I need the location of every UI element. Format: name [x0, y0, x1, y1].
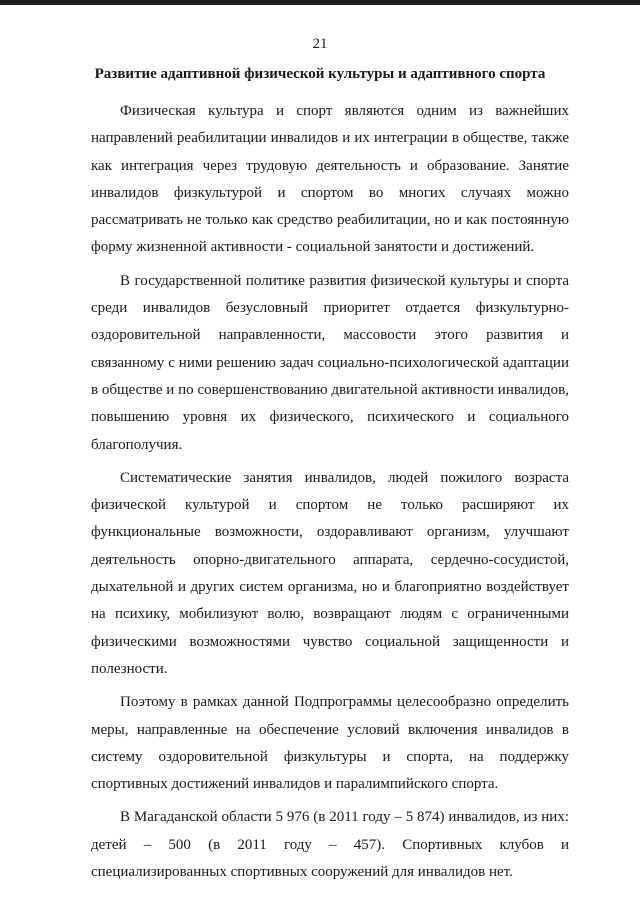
paragraph: В Магаданской области 5 976 (в 2011 году – 5 874) инвалидов, из них: детей – 500 (в 2011 году – 457). Спортивных клубов и специализированных спортивных сооружений для инвалидов нет.: [91, 809, 569, 881]
paragraph: Физическая культура и спорт являются одним из важнейших направлений реабилитации инвалидов и их интеграции в обществе, также как интеграция через трудовую деятельность и образование. Занятие инвалидов физкультурой и спортом во многих случаях можно рассматривать не только как средство реабилитации, но и как постоянную форму жизненной активности - социальной занятости и достижений.: [91, 103, 569, 256]
scan-top-edge: [0, 0, 640, 5]
page-number: 21: [312, 36, 328, 52]
document-body: [91, 98, 569, 892]
paragraph: Систематические занятия инвалидов, людей пожилого возраста физической культурой и спортом не только расширяют их функциональные возможности, оздоравливают организм, улучшают деятельность опорно-двигательного аппарата, сердечно-сосудистой, дыхательной и других систем организма, но и благоприятно воздействует на психику, мобилизуют волю, возвращают людям с ограниченными физическими возможностями чувство социальной защищенности и полезности.: [91, 469, 569, 677]
paragraph: В государственной политике развития физической культуры и спорта среди инвалидов безусловный приоритет отдается физкультурно-оздоровительной направленности, массовости этого развития и связанному с ними решению задач социально-психологической адаптации в обществе и по совершенствованию двигательной активности инвалидов, повышению уровня их физического, психического и социального благополучия.: [91, 272, 569, 453]
section-title: Развитие адаптивной физической культуры и адаптивного спорта: [94, 66, 546, 82]
paragraph: Поэтому в рамках данной Подпрограммы целесообразно определить меры, направленные на обеспечение условий включения инвалидов в систему оздоровительной физкультуры и спорта, на поддержку спортивных достижений инвалидов и паралимпийского спорта.: [91, 694, 569, 793]
